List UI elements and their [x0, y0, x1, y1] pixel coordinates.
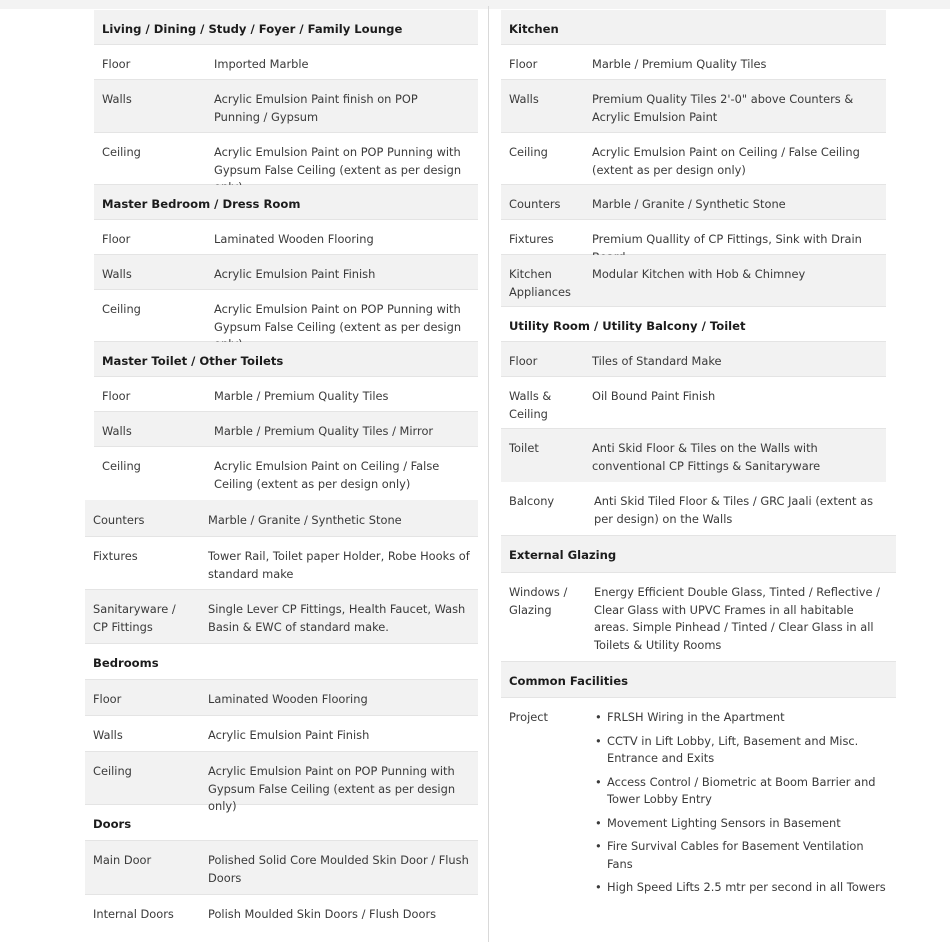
spec-label: Ceiling	[102, 302, 141, 316]
spec-label: Fixtures	[93, 549, 138, 563]
spec-label: Ceiling	[102, 459, 141, 473]
list-item: • Access Control / Biometric at Boom Barrier and Tower Lobby Entry	[594, 774, 888, 809]
spec-row-floor	[85, 680, 478, 716]
spec-value: Modular Kitchen with Hob & Chimney	[592, 267, 806, 281]
spec-value: Single Lever CP Fittings, Health Faucet, Wash Basin & EWC of standard make.	[208, 602, 466, 634]
spec-row-internal-doors	[85, 895, 478, 935]
spec-value: Premium Quallity of CP Fittings, Sink with Drain	[592, 232, 862, 246]
spec-value: Acrylic Emulsion Paint on POP Punning with Gypsum False Ceiling (extent as per design	[214, 145, 462, 177]
spec-row-appliances	[501, 255, 886, 307]
spec-value: Anti Skid Tiled Floor & Tiles / GRC Jaali (extent as per design) on the Walls	[594, 494, 874, 526]
spec-value: Acrylic Emulsion Paint on Ceiling / False Ceiling (extent as per design only)	[592, 145, 860, 177]
spec-row-ceiling	[94, 290, 478, 342]
spec-label: Sanitaryware / CP Fittings	[93, 602, 176, 634]
spec-row-fixtures	[501, 220, 886, 255]
spec-row-walls	[94, 255, 478, 290]
section-heading-kitchen: Kitchen	[501, 10, 886, 45]
section-heading-glazing: External Glazing	[501, 536, 896, 573]
spec-label: Windows / Glazing	[509, 585, 568, 617]
spec-row-ceiling	[94, 133, 478, 185]
list-item: • FRLSH Wiring in the Apartment	[594, 709, 888, 727]
spec-row-sanitaryware	[85, 590, 478, 644]
spec-row-floor	[94, 45, 478, 80]
column-divider	[488, 6, 489, 942]
spec-value: Laminated Wooden Flooring	[208, 692, 368, 706]
spec-label: Walls	[509, 92, 539, 106]
spec-label: Walls	[102, 424, 132, 438]
list-item: • Movement Lighting Sensors in Basement	[594, 815, 888, 833]
spec-label: Project	[509, 710, 548, 724]
spec-label: Balcony	[509, 494, 555, 508]
spec-label: Counters	[509, 197, 561, 211]
spec-row-ceiling	[94, 447, 478, 500]
spec-row-walls-ceiling	[501, 377, 886, 429]
spec-row-fixtures	[85, 537, 478, 590]
spec-value: Energy Efficient Double Glass, Tinted / Reflective / Clear Glass with UPVC Frames in all habitable areas. Simple Pinhead / Tinted / Clear Glass in all Toilets & Utility Rooms	[594, 585, 880, 652]
spec-row-ceiling	[501, 133, 886, 185]
list-item: • CCTV in Lift Lobby, Lift, Basement and Misc. Entrance and Exits	[594, 733, 888, 768]
spec-value: Tiles of Standard Make	[592, 354, 722, 368]
spec-row-balcony	[501, 482, 896, 536]
spec-value: Laminated Wooden Flooring	[214, 232, 374, 246]
spec-label: Walls	[93, 728, 123, 742]
spec-label: Ceiling	[102, 145, 141, 159]
facility-list	[594, 698, 888, 894]
spec-label: Ceiling	[93, 764, 132, 778]
spec-row-floor	[94, 220, 478, 255]
spec-label: Floor	[93, 692, 122, 706]
list-item: • Fire Survival Cables for Basement Ventilation Fans	[594, 838, 888, 873]
section-heading-living: Living / Dining / Study / Foyer / Family Lounge	[94, 10, 478, 45]
spec-value: Marble / Premium Quality Tiles	[214, 389, 389, 403]
spec-value: Acrylic Emulsion Paint on POP Punning with Gypsum False Ceiling (extent as per design only)	[208, 764, 456, 813]
spec-row-windows	[501, 573, 896, 662]
list-item: • High Speed Lifts 2.5 mtr per second in all Towers	[594, 879, 888, 897]
spec-value: Tower Rail, Toilet paper Holder, Robe Hooks of standard make	[208, 549, 470, 581]
spec-label: Counters	[93, 513, 145, 527]
spec-label: Walls & Ceiling	[509, 389, 552, 421]
section-heading-bedrooms: Bedrooms	[85, 644, 478, 680]
spec-label: Kitchen Appliances	[509, 267, 571, 299]
spec-value: Anti Skid Floor & Tiles on the Walls with conventional CP Fittings & Sanitaryware	[592, 441, 821, 473]
spec-value: Marble / Premium Quality Tiles	[592, 57, 767, 71]
spec-row-counters	[85, 500, 478, 537]
spec-row-ceiling	[85, 752, 478, 813]
spec-value: Acrylic Emulsion Paint Finish	[208, 728, 370, 742]
spec-value: Acrylic Emulsion Paint on Ceiling / False Ceiling (extent as per design only)	[214, 459, 440, 491]
spec-label: Internal Doors	[93, 907, 174, 921]
spec-row-counters	[501, 185, 886, 220]
spec-value: Acrylic Emulsion Paint finish on POP Punning / Gypsum	[214, 92, 418, 124]
spec-value: Marble / Granite / Synthetic Stone	[208, 513, 402, 527]
spec-row-main-door	[85, 841, 478, 895]
spec-row-toilet	[501, 429, 886, 482]
spec-label: Main Door	[93, 853, 152, 867]
section-heading-toilets: Master Toilet / Other Toilets	[94, 342, 478, 377]
spec-value: Oil Bound Paint Finish	[592, 389, 716, 403]
spec-label: Ceiling	[509, 145, 548, 159]
spec-value: Imported Marble	[214, 57, 309, 71]
spec-label: Floor	[509, 57, 538, 71]
section-heading-common: Common Facilities	[501, 662, 896, 698]
spec-label: Walls	[102, 267, 132, 281]
spec-value: Polished Solid Core Moulded Skin Door / Flush Doors	[208, 853, 469, 885]
spec-row-floor	[501, 45, 886, 80]
spec-row-floor	[94, 377, 478, 412]
spec-label: Floor	[102, 232, 131, 246]
spec-row-walls	[85, 716, 478, 752]
spec-value: Marble / Premium Quality Tiles / Mirror	[214, 424, 434, 438]
spec-label: Floor	[102, 57, 131, 71]
section-heading-doors: Doors	[85, 805, 478, 841]
spec-label: Floor	[509, 354, 538, 368]
spec-label: Floor	[102, 389, 131, 403]
spec-row-project	[501, 698, 896, 894]
spec-row-walls	[94, 412, 478, 447]
spec-value: Acrylic Emulsion Paint on POP Punning with Gypsum False Ceiling (extent as per design	[214, 302, 462, 334]
spec-value: Polish Moulded Skin Doors / Flush Doors	[208, 907, 437, 921]
spec-value: Acrylic Emulsion Paint Finish	[214, 267, 376, 281]
spec-label: Fixtures	[509, 232, 554, 246]
section-heading-master-bedroom: Master Bedroom / Dress Room	[94, 185, 478, 220]
spec-row-walls	[501, 80, 886, 133]
spec-row-walls	[94, 80, 478, 133]
spec-row-floor	[501, 342, 886, 377]
spec-value: Premium Quality Tiles 2'-0" above Counters & Acrylic Emulsion Paint	[592, 92, 854, 124]
spec-label: Toilet	[509, 441, 539, 455]
spec-value: Marble / Granite / Synthetic Stone	[592, 197, 786, 211]
top-bar	[0, 0, 950, 9]
spec-label: Walls	[102, 92, 132, 106]
section-heading-utility: Utility Room / Utility Balcony / Toilet	[501, 307, 886, 342]
